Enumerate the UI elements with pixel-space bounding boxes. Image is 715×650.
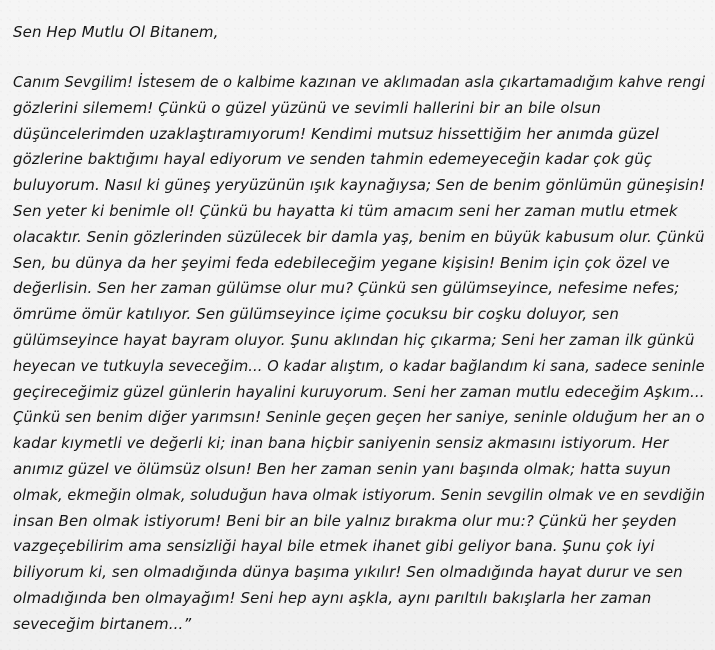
letter-body bbox=[13, 45, 705, 638]
letter-line: olmadığında ben olmayağım! Seni hep aynı aşkla, aynı parıltılı bakışlarla her zaman bbox=[13, 588, 652, 607]
letter-line: değerlisin. Sen her zaman gülümse olur mu? Çünkü sen gülümseyince, nefesime nefes; bbox=[13, 279, 680, 298]
letter-line: Canım Sevgilim! İstesem de o kalbime kazınan ve aklımadan asla çıkartamadığım kahve rengi bbox=[13, 73, 706, 91]
letter-line: gülümseyince hayat bayram oluyor. Şunu aklından hiç çıkarma; Seni her zaman ilk günkü bbox=[13, 330, 695, 349]
letter-line: Sen, bu dünya da her şeyimi feda edebileceğim yegane kişisin! Benim için çok özel ve bbox=[13, 253, 670, 272]
letter-line: geçireceğimiz güzel günlerin hayalini kuruyorum. Seni her zaman mutlu edeceğim Aşkım... bbox=[13, 382, 705, 401]
letter-line: ömrüme ömür katılıyor. Sen gülümseyince içime çocuksu bir coşku doluyor, sen bbox=[13, 305, 619, 324]
letter-line: biliyorum ki, sen olmadığında dünya başıma yıkılır! Sen olmadığında hayat durur ve sen bbox=[13, 563, 683, 582]
letter-line: heyecan ve tutkuyla seveceğim... O kadar alıştım, o kadar bağlandım ki sana, sadece seninle bbox=[13, 356, 705, 375]
letter-line: Sen yeter ki benimle ol! Çünkü bu hayatta ki tüm amacım seni her zaman mutlu etmek bbox=[13, 201, 678, 220]
letter-line: Çünkü sen benim diğer yarımsın! Seninle geçen geçen her saniye, seninle olduğum her an o bbox=[13, 408, 705, 427]
letter-line: insan Ben olmak istiyorum! Beni bir an bile yalnız bırakma olur mu:? Çünkü her şeyden bbox=[13, 511, 677, 530]
letter-line: olmak, ekmeğin olmak, soluduğun hava olmak istiyorum. Senin sevgilin olmak ve en sevdiğin bbox=[13, 485, 706, 504]
letter-line: buluyorum. Nasıl ki güneş yeryüzünün ışık kaynağıysa; Sen de benim gönlümün güneşisin! bbox=[13, 176, 706, 195]
letter-line: vazgeçebilirim ama sensizliği hayal bile etmek ihanet gibi geliyor bana. Şunu çok iyi bbox=[13, 537, 655, 556]
letter-line: gözlerine baktığımı hayal ediyorum ve senden tahmin edemeyeceğin kadar çok güç bbox=[13, 150, 653, 169]
letter-line: kadar kıymetli ve değerli ki; inan bana hiçbir saniyenin sensiz akmasını istiyorum. Her bbox=[13, 434, 669, 453]
letter-line: olacaktır. Senin gözlerinden süzülecek bir damla yaş, benim en büyük kabusum olur. Çünkü bbox=[13, 227, 705, 246]
letter-line: gözlerini silemem! Çünkü o güzel yüzünü ve sevimli hallerini bir an bile olsun bbox=[13, 98, 601, 117]
letter-line: düşüncelerimden uzaklaştıramıyorum! Kendimi mutsuz hissettiğim her anımda güzel bbox=[13, 124, 660, 143]
letter-line: anımız güzel ve ölümsüz olsun! Ben her zaman senin yanı başında olmak; hatta suyun bbox=[13, 459, 671, 478]
letter-greeting: Sen Hep Mutlu Ol Bitanem, bbox=[13, 23, 219, 41]
letter-line: seveceğim birtanem...” bbox=[13, 614, 192, 633]
